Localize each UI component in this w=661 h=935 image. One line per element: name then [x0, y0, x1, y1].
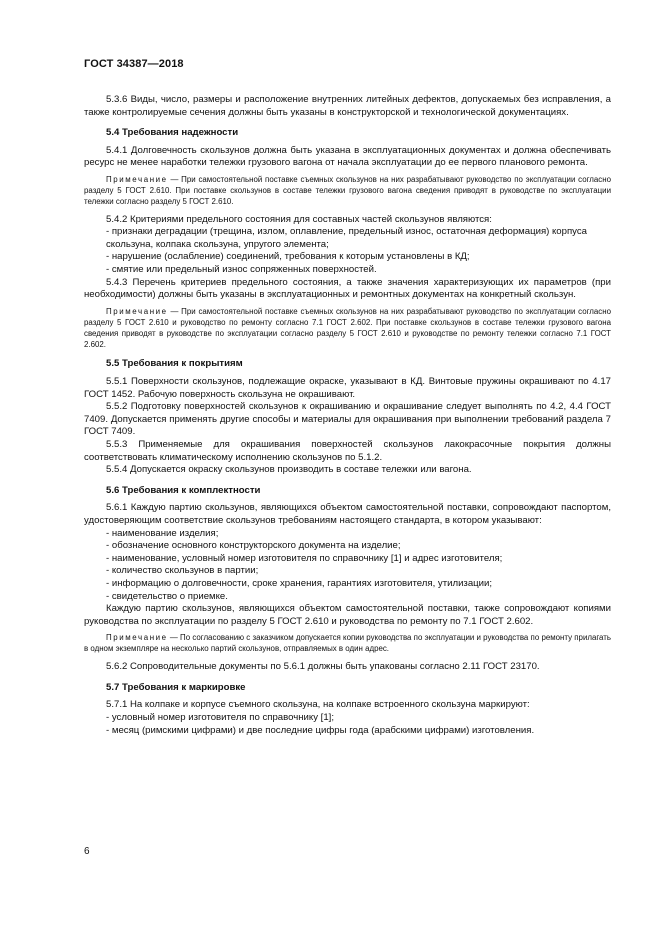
clause-5-6-1-continuation: Каждую партию скользунов, являющихся объектом самостоятельной поставки, также сопровождают копиями руководства по эксплуатации по разделу 5 ГОСТ 2.610 и руководства по ремонту по 7.1 ГОСТ 2.602.: [84, 603, 611, 627]
list-item: - месяц (римскими цифрами) и две последние цифры года (арабскими цифрами) изготовления.: [106, 724, 535, 736]
page-number: 6: [84, 846, 90, 857]
clause-5-4-1: 5.4.1 Долговечность скользунов должна быть указана в эксплуатационных документах и должна обеспечивать ресурс не менее наработки тележки грузового вагона от начала эксплуатации до ее первого планового ремонта.: [84, 144, 611, 169]
list-item: - нарушение (ослабление) соединений, требования к которым установлены в КД;: [106, 251, 470, 263]
clause-5-4-3: 5.4.3 Перечень критериев предельного состояния, а также значения характеризующих их параметров (при необходимости) должны быть указаны в эксплуатационных и ремонтных документах на конкретный скользун.: [84, 276, 611, 301]
note-label: Примечание: [106, 633, 168, 643]
list-item: - условный номер изготовителя по справочнику [1];: [106, 711, 335, 723]
list-item: - наименование, условный номер изготовителя по справочнику [1] и адрес изготовителя;: [106, 552, 503, 564]
clause-5-5-4: 5.5.4 Допускается окраску скользунов производить в составе тележки или вагона.: [106, 464, 472, 476]
section-heading-5-7: 5.7 Требования к маркировке: [106, 681, 246, 693]
list-item: - наименование изделия;: [106, 527, 219, 539]
note-3: [84, 633, 611, 655]
clause-5-6-2: 5.6.2 Сопроводительные документы по 5.6.1 должны быть упакованы согласно 2.11 ГОСТ 23170.: [106, 661, 540, 673]
list-item: - свидетельство о приемке.: [106, 590, 228, 602]
clause-5-5-3: 5.5.3 Применяемые для окрашивания поверхностей скользунов лакокрасочные покрытия должны соответствовать климатическому исполнению скользунов по 5.1.2.: [84, 439, 611, 463]
note-1: [84, 175, 611, 208]
document-body: [84, 94, 611, 737]
note-2: [84, 307, 611, 351]
clause-5-7-1: 5.7.1 На колпаке и корпусе съемного скользуна, на колпаке встроенного скользуна маркируют:: [106, 699, 530, 711]
document-header: ГОСТ 34387—2018: [84, 58, 184, 70]
note-text: — При самостоятельной поставке съемных скользунов на них разрабатывают руководство по эксплуатации согласно разделу 5 ГОСТ 2.610 и руководство по ремонту согласно 7.1 ГОСТ 2.602. При поставке скользунов в составе тележки грузового вагона сведения приводят в руководстве по эксплуатации согласно разделу 5 ГОСТ 2.610 и руководстве по ремонту тележки согласно 7.1 ГОСТ 2.602.: [84, 306, 611, 349]
clause-5-6-1: 5.6.1 Каждую партию скользунов, являющихся объектом самостоятельной поставки, сопровождают паспортом, удостоверяющим соответствие скользунов требованиям настоящего стандарта, в котором указывают:: [84, 502, 611, 526]
section-heading-5-6: 5.6 Требования к комплектности: [106, 484, 261, 496]
list-item: - количество скользунов в партии;: [106, 565, 259, 577]
clause-5-5-1: 5.5.1 Поверхности скользунов, подлежащие окраске, указывают в КД. Винтовые пружины окрашивают по 4.17 ГОСТ 1452. Рабочую поверхность скользуна не окрашивают.: [84, 376, 611, 400]
list-item: - обозначение основного конструкторского документа на изделие;: [106, 540, 401, 552]
note-label: Примечание: [106, 306, 168, 316]
clause-5-5-2: 5.5.2 Подготовку поверхностей скользунов к окрашиванию и окрашивание следует выполнять по 4.2, 4.4 ГОСТ 7409. Допускается применять другие способы и материалы для окрашивания при выполнении требований раздела 7 ГОСТ 7409.: [84, 401, 611, 438]
note-text: — По согласованию с заказчиком допускается копии руководства по эксплуатации и руководства по ремонту прилагать в одном экземпляре на несколько партий скользунов, отправляемых в один адрес.: [84, 633, 611, 654]
section-heading-5-5: 5.5 Требования к покрытиям: [106, 358, 243, 370]
note-text: — При самостоятельной поставке съемных скользунов на них разрабатывают руководство по эксплуатации согласно разделу 5 ГОСТ 2.610. При поставке скользунов в составе тележки грузового вагона сведения приводят в руководстве по эксплуатации тележки согласно разделу 5 ГОСТ 2.610.: [84, 174, 611, 206]
note-label: Примечание: [106, 174, 168, 184]
clause-5-4-2: 5.4.2 Критериями предельного состояния для составных частей скользунов являются:: [106, 213, 492, 225]
section-heading-5-4: 5.4 Требования надежности: [106, 127, 239, 139]
list-item: - признаки деградации (трещина, излом, оплавление, предельный износ, остаточная деформация) корпуса скользуна, колпака скользуна, упругого элемента;: [106, 226, 587, 250]
clause-5-3-6: 5.3.6 Виды, число, размеры и расположение внутренних литейных дефектов, допускаемых без исправления, а также контролируемые сечения должны быть указаны в конструкторской и технологической документациях.: [84, 94, 611, 118]
list-item: - информацию о долговечности, сроке хранения, гарантиях изготовителя, утилизации;: [106, 577, 493, 589]
list-item: - смятие или предельный износ сопряженных поверхностей.: [106, 264, 377, 276]
